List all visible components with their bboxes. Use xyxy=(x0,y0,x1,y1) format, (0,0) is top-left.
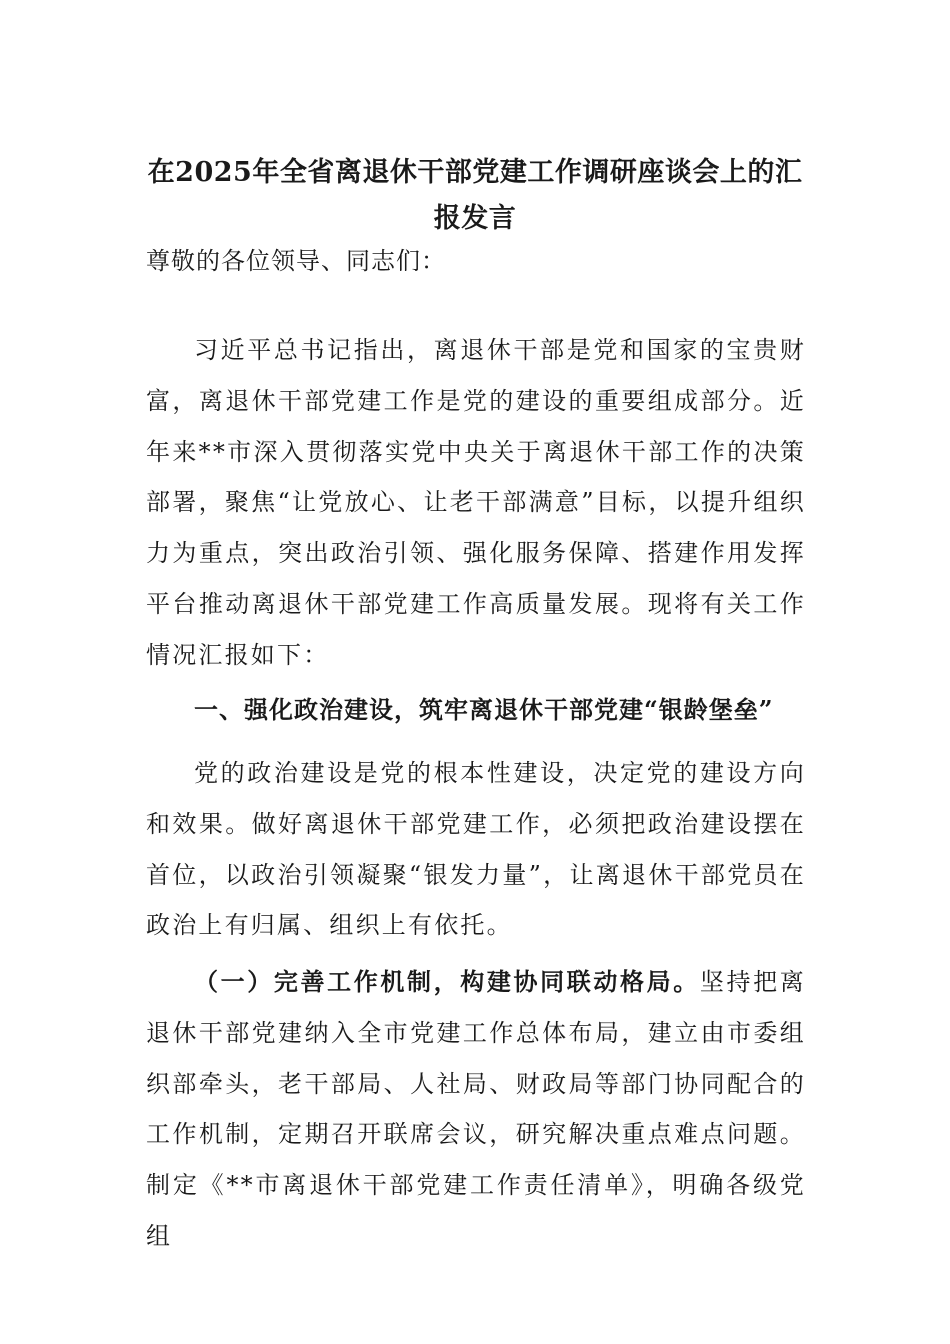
intro-paragraph: 习近平总书记指出，离退休干部是党和国家的宝贵财富，离退休干部党建工作是党的建设的重要组成部分。近年来**市深入贯彻落实党中央关于离退休干部工作的决策部署，聚焦“让党放心、让老干部满意”目标，以提升组织力为重点，突出政治引领、强化服务保障、搭建作用发挥平台推动离退休干部党建工作高质量发展。现将有关工作情况汇报如下： xyxy=(146,336,806,669)
section-heading-1: 一、强化政治建设，筑牢离退休干部党建“银龄堡垒” xyxy=(194,695,774,724)
section-1-paragraph: 党的政治建设是党的根本性建设，决定党的建设方向和效果。做好离退休干部党建工作，必须把政治建设摆在首位，以政治引领凝聚“银发力量”，让离退休干部党员在政治上有归属、组织上有依托。 xyxy=(146,759,806,940)
greeting: 尊敬的各位领导、同志们： xyxy=(146,247,446,275)
subsection-1-body: 坚持把离退休干部党建纳入全市党建工作总体布局，建立由市委组织部牵头，老干部局、人社局、财政局等部门协同配合的工作机制，定期召开联席会议，研究解决重点难点问题。制定《**市离退休干部党建工作责任清单》，明确各级党组 xyxy=(146,968,806,1250)
document-title: 在2025年全省离退休干部党建工作调研座谈会上的汇报发言 xyxy=(147,157,803,234)
subsection-1-paragraph xyxy=(146,957,806,1262)
subsection-1-lead: （一）完善工作机制，构建协同联动格局。 xyxy=(194,967,700,996)
